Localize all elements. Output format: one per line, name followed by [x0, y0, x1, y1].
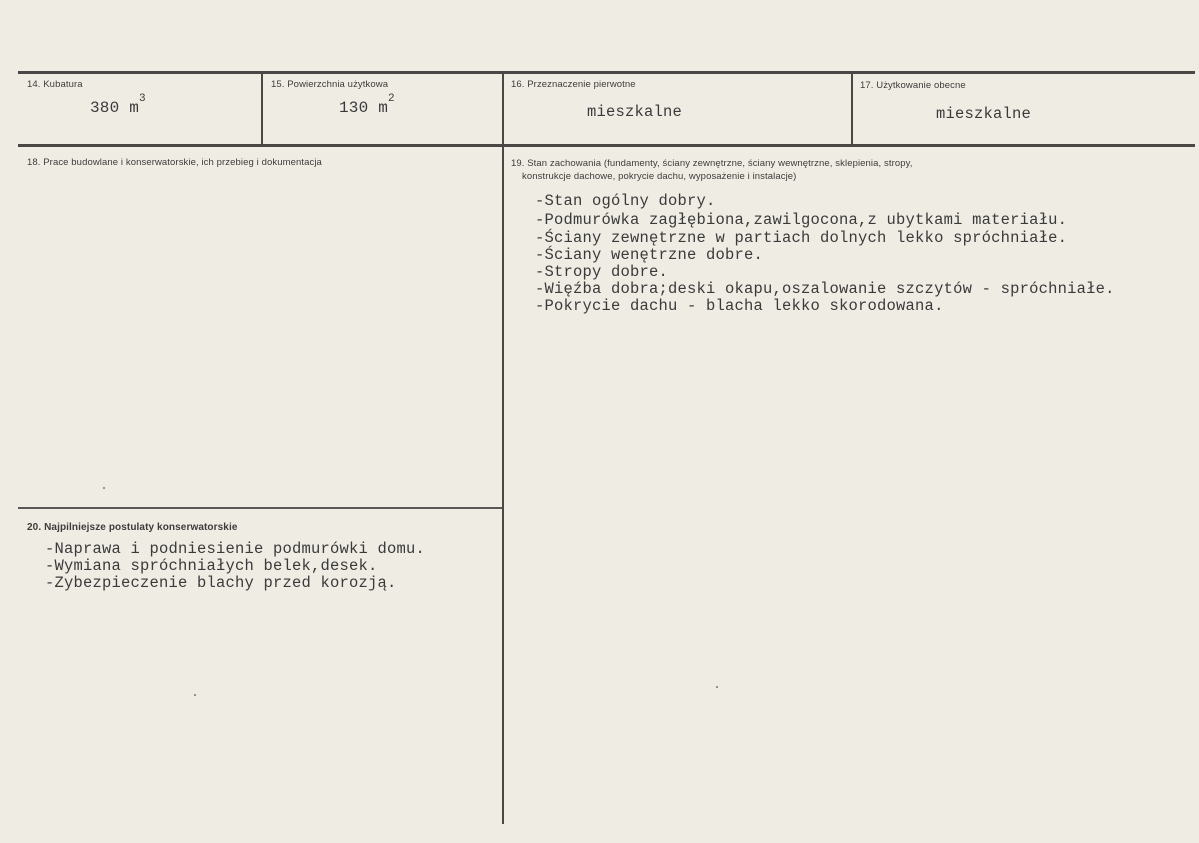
field20-top-rule [18, 507, 502, 509]
field15-value: 130 $m^2$ [339, 93, 395, 117]
field19-line: -Podmurówka zagłębiona,zawilgocona,z ubytkami materiału. [535, 211, 1068, 229]
divider-15-16 [502, 72, 504, 824]
field19-line: -Stan ogólny dobry. [535, 192, 716, 210]
field20-label: 20. Najpilniejsze postulaty konserwatorskie [27, 522, 238, 533]
field14-value: 380 $m^3$ [90, 93, 146, 117]
divider-14-15 [261, 72, 263, 144]
field17-value: mieszkalne [936, 105, 1032, 123]
field16-value: mieszkalne [587, 103, 683, 121]
field19-line: -Ściany wenętrzne dobre. [535, 246, 764, 264]
field19-label-line1: 19. Stan zachowania (fundamenty, ściany zewnętrzne, ściany wewnętrzne, sklepienia, stropy, [511, 158, 913, 169]
field17-label: 17. Użytkowanie obecne [860, 80, 966, 91]
divider-16-17 [851, 72, 853, 144]
field14-superscript: 3 [139, 93, 146, 105]
field16-label: 16. Przeznaczenie pierwotne [511, 79, 636, 90]
field19-line: -Więźba dobra;deski okapu,oszalowanie szczytów - spróchniałe. [535, 280, 1115, 298]
field19-line: -Pokrycie dachu - blacha lekko skorodowana. [535, 297, 944, 315]
field14-label: 14. Kubatura [27, 79, 83, 90]
field20-line: -Wymiana spróchniałych belek,desek. [45, 557, 378, 575]
field19-line: -Ściany zewnętrzne w partiach dolnych lekko spróchniałe. [535, 229, 1068, 247]
paper-speck [194, 694, 196, 696]
top-rule [18, 71, 1195, 74]
field18-label: 18. Prace budowlane i konserwatorskie, ich przebieg i dokumentacja [27, 157, 322, 168]
field20-line: -Zybezpieczenie blachy przed korozją. [45, 574, 397, 592]
paper-speck [103, 487, 105, 489]
paper-speck [716, 686, 718, 688]
field19-label-line2: konstrukcje dachowe, pokrycie dachu, wyposażenie i instalacje) [522, 171, 797, 182]
field15-label: 15. Powierzchnia użytkowa [271, 79, 389, 90]
row1-bottom-rule [18, 144, 1195, 147]
field15-superscript: 2 [388, 93, 395, 105]
field20-line: -Naprawa i podniesienie podmurówki domu. [45, 540, 426, 558]
field19-line: -Stropy dobre. [535, 263, 669, 281]
